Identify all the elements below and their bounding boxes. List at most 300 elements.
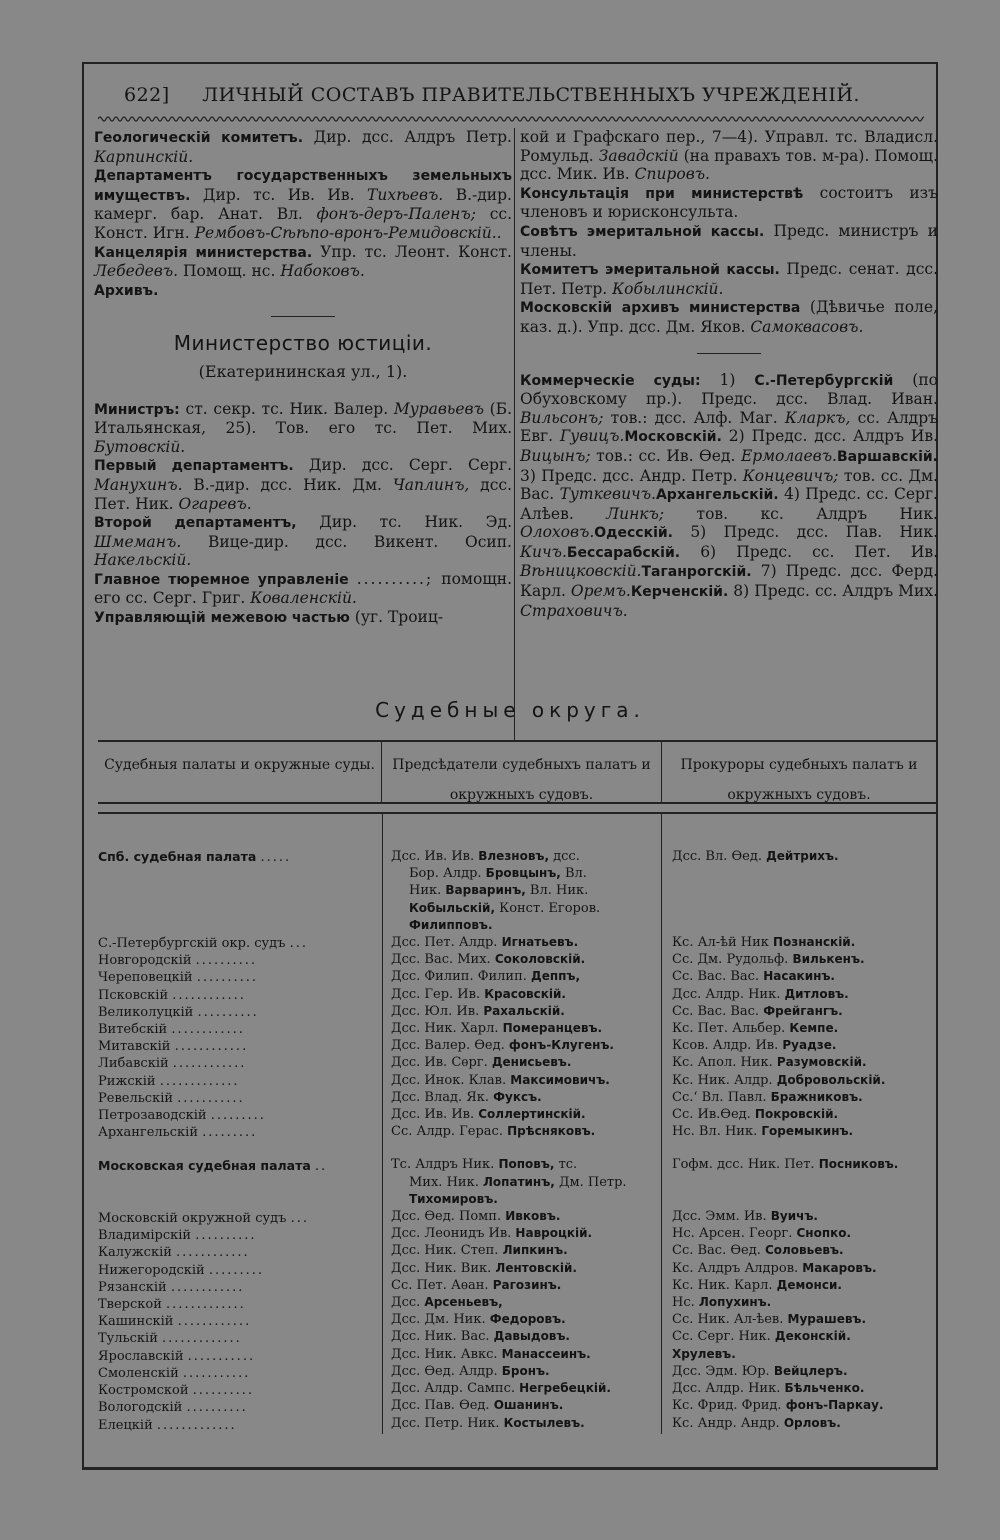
row-surname: фонъ-Клугенъ.: [508, 1038, 614, 1053]
entry-text: (Дѣвичье поле, каз. д.). Упр. дсс. Дм. Яков.: [520, 298, 938, 336]
court-row: [98, 1365, 372, 1382]
row-surname: Руадзе.: [782, 1038, 837, 1053]
dot-leader: ...: [289, 936, 308, 952]
table-row: [391, 968, 657, 985]
row-surname: Красовскій.: [484, 986, 566, 1001]
moscow-chairs: [391, 1140, 657, 1431]
table-row: [672, 1277, 936, 1294]
entry-paragraph: [520, 128, 938, 184]
row-surname: Деппъ,: [531, 969, 580, 984]
table-row: [391, 986, 657, 1003]
entry-paragraph: [94, 243, 512, 281]
entry-text: сс. Алдръ Евг.: [520, 408, 938, 446]
spb-courts: [98, 814, 372, 1141]
dot-leader: ..........: [192, 1383, 254, 1399]
short-rule: [271, 316, 335, 317]
row-surname: Соловьевъ.: [764, 1243, 844, 1258]
row-surname: Вейцлеръ.: [773, 1363, 848, 1378]
row-surname: Филипповъ.: [409, 917, 493, 932]
palace-name: Московская судебная палата: [98, 1158, 311, 1174]
entry-text: тов.: дсс. Алф. Маг.: [603, 408, 785, 427]
person-name: Чаплинъ,: [392, 475, 470, 494]
court-row: [98, 1244, 372, 1261]
row-text: Кс. Ник. Алдр.: [672, 1072, 777, 1088]
entry-paragraph: [520, 184, 938, 222]
court-row: [98, 1073, 372, 1090]
person-name: Рембовъ-Сѣѣпо-вронъ-Ремидовскій..: [194, 223, 502, 242]
wavy-rule: [98, 114, 924, 124]
table-row: [672, 848, 936, 865]
entry-heading: Варшавскій.: [836, 448, 938, 465]
table-row: [672, 1415, 936, 1432]
row-text: Дсс. Инок. Клав.: [391, 1072, 511, 1088]
entry-text: Вице-дир. дсс. Викент. Осип.: [181, 532, 512, 551]
entry-text: 1): [700, 370, 755, 389]
entry-heading: Совѣтъ эмеритальной кассы.: [520, 223, 765, 240]
person-name: Лебедевъ.: [94, 262, 179, 281]
court-name: Елецкій: [98, 1417, 153, 1433]
entry-heading: Архивъ.: [94, 282, 159, 299]
court-name: Нижегородскій: [98, 1262, 205, 1278]
table-row: [672, 1346, 936, 1363]
palace-name: Спб. судебная палата: [98, 849, 257, 864]
person-name: Кларкъ,: [784, 408, 851, 427]
dot-leader: .........: [202, 1125, 258, 1141]
dot-leader: .............: [162, 1331, 242, 1347]
entry-text: (по Обуховскому пр.). Предс. дсс. Влад. Иван.: [520, 370, 939, 409]
table-row: [391, 1260, 657, 1277]
row-text: Дсс. Ив. Ив.: [391, 1107, 479, 1123]
row-text: Сс. Серг. Ник.: [672, 1329, 775, 1345]
table-row: [391, 1415, 657, 1432]
dot-leader: .............: [166, 1297, 246, 1313]
row-surname: Соллертинскій.: [478, 1107, 586, 1122]
entry-text: 7): [751, 562, 786, 581]
row-text: Вл.: [560, 866, 587, 882]
row-text: Дсс. Пав. Ѳед.: [391, 1398, 494, 1414]
person-name: Олоховъ.: [520, 523, 595, 542]
table-header: [98, 740, 936, 804]
court-row: [98, 1382, 372, 1399]
entry-paragraph: [94, 608, 512, 628]
entry-heading: Управляющій межевою частью: [94, 610, 350, 627]
entry-text: Предс. дсс. Ферд. Карл.: [520, 562, 938, 601]
spb-chairs: [391, 814, 657, 1140]
court-row: [98, 952, 372, 969]
dot-leader: ............: [177, 1314, 252, 1330]
table-row: [672, 1054, 936, 1071]
court-name: Псковскій: [98, 987, 169, 1003]
page-number: 622]: [124, 84, 170, 106]
court-name: Владимірскій: [98, 1228, 192, 1244]
row-text: Сс.‘ Вл. Павл.: [672, 1089, 771, 1105]
row-text: Дсс. Алдр. Ник.: [672, 986, 785, 1002]
row-surname: Манассеинъ.: [501, 1346, 591, 1361]
dot-leader: ............: [171, 1022, 245, 1038]
entry-heading: Второй департаментъ,: [94, 515, 297, 532]
entry-heading: Таганрогскій.: [641, 564, 752, 581]
row-text: Дсс. Вл. Ѳед.: [672, 849, 767, 864]
column-divider: [514, 128, 515, 740]
court-row: [98, 1348, 372, 1365]
row-text: Кс. Алдръ Алдров.: [672, 1260, 803, 1276]
entry-heading: Консультація при министерствѣ: [520, 185, 804, 202]
table-row: [391, 865, 657, 882]
row-surname: Соколовскій.: [494, 952, 586, 967]
row-text: Ксов. Алдр. Ив.: [672, 1038, 783, 1054]
palace-row: [98, 1157, 372, 1175]
row-text: Кс. Апол. Ник.: [672, 1055, 777, 1071]
table-row: [391, 1328, 657, 1345]
row-surname: Дитловъ.: [784, 986, 849, 1001]
row-text: Дсс. Эдм. Юр.: [672, 1363, 774, 1379]
entry-paragraph: [520, 298, 938, 336]
table-row: [391, 1397, 657, 1414]
row-text: Дсс. Вас. Мих.: [391, 952, 495, 968]
entry-heading: Первый департаментъ.: [94, 458, 294, 475]
row-text: Дсс. Леонидъ Ив.: [391, 1226, 516, 1242]
table-row: [391, 1020, 657, 1037]
entry-heading: Коммерческіе суды:: [520, 372, 701, 389]
row-text: Дсс. Ив. Сѳрг.: [391, 1055, 492, 1071]
table-row: [672, 951, 936, 968]
row-surname: Тихомировъ.: [409, 1191, 498, 1206]
row-surname: Федоровъ.: [489, 1312, 566, 1327]
table-row: [672, 1242, 936, 1259]
court-row: [98, 987, 372, 1004]
court-name: Тульскій: [98, 1331, 158, 1347]
row-text: Вл. Ник.: [525, 883, 589, 899]
court-name: Череповецкій: [98, 970, 193, 986]
row-surname: Горемыкинъ.: [761, 1124, 854, 1139]
row-surname: Липкинъ.: [502, 1243, 568, 1258]
table-row: [391, 848, 657, 865]
row-text: Сс. Вас. Ѳед.: [672, 1243, 765, 1259]
table-row: [391, 1225, 657, 1242]
court-name: Калужскій: [98, 1245, 172, 1261]
entry-text: [349, 570, 357, 588]
table-row: [391, 934, 657, 951]
row-text: Дсс. Валер. Ѳед.: [391, 1038, 509, 1054]
court-row: [98, 1004, 372, 1021]
dot-leader: ..........: [196, 970, 259, 986]
entry-text: Предс. сс. Пет. Ив.: [736, 542, 939, 561]
table-row: [672, 986, 936, 1003]
entry-heading: Министръ:: [94, 401, 180, 418]
court-row: [98, 1417, 372, 1434]
row-surname: Фрейгангъ.: [763, 1003, 843, 1018]
spacer-row: [98, 866, 372, 883]
table-row: [391, 1072, 657, 1089]
entry-heading: Архангельскій.: [655, 487, 779, 504]
dot-leader: ............: [170, 1279, 245, 1295]
person-name: Гувицъ.: [560, 427, 625, 446]
row-surname: Демонси.: [776, 1277, 842, 1292]
row-surname: Дейтрихъ.: [766, 849, 839, 863]
entry-paragraph: [94, 513, 512, 570]
court-row: [98, 1038, 372, 1055]
row-surname: фонъ-Паркау.: [785, 1398, 884, 1413]
table-row: [391, 1294, 657, 1311]
table-row: [391, 1156, 657, 1173]
dot-leader: .........: [208, 1262, 265, 1278]
court-name: Великолуцкій: [98, 1004, 194, 1020]
person-name: Накельскій.: [94, 551, 192, 570]
entry-text: Помощ. нс.: [178, 262, 281, 281]
dot-leader: .............: [156, 1417, 237, 1433]
running-title: ЛИЧНЫЙ СОСТАВЪ ПРАВИТЕЛЬСТВЕННЫХЪ УЧРЕЖДЕНІЙ.: [202, 84, 860, 106]
person-name: Набоковъ.: [280, 262, 365, 281]
row-surname: Рагозинъ.: [492, 1277, 562, 1292]
row-surname: Игнатьевъ.: [501, 935, 579, 950]
row-surname: Давыдовъ.: [493, 1329, 570, 1344]
entry-paragraph: [94, 128, 512, 166]
row-surname: Разумовскій.: [776, 1055, 867, 1070]
dot-leader: ............: [176, 1245, 250, 1261]
table-row: [672, 1311, 936, 1328]
entry-heading: Бессарабскій.: [566, 544, 681, 561]
dot-leader: .........: [210, 1108, 266, 1124]
person-name: фонъ-деръ-Паленъ;: [316, 205, 476, 224]
row-text: Дсс. Ѳед. Алдр.: [391, 1363, 502, 1379]
entry-text: В.-дир. дсс. Ник. Дм.: [182, 475, 393, 494]
dot-leader: ..: [314, 1159, 328, 1175]
row-surname: Фуксъ.: [493, 1089, 542, 1104]
table-row: [391, 951, 657, 968]
row-surname: Снопко.: [796, 1226, 852, 1241]
row-surname: Бронъ.: [501, 1363, 550, 1378]
row-text: Нс.: [672, 1295, 699, 1311]
left-column: [94, 128, 512, 628]
table-row: [391, 900, 657, 917]
dot-leader: ..........: [186, 1400, 248, 1416]
row-text: Кс. Пет. Альбер.: [672, 1021, 790, 1037]
row-text: Сс. Ив.Ѳед.: [672, 1107, 755, 1123]
court-row: [98, 935, 372, 952]
entry-text: Предс. сс. Алдръ Мих.: [754, 582, 938, 601]
row-text: Дсс. Алдр. Сампс.: [391, 1381, 520, 1397]
row-text: Сс. Пет. Аѳан.: [391, 1277, 493, 1293]
table-row: [391, 1242, 657, 1259]
person-name: Ермолаевъ.: [740, 446, 837, 465]
row-text: Дсс. Ник. Вас.: [391, 1329, 494, 1345]
court-names-column: [98, 814, 382, 1434]
entry-text: Предс. дсс. Пав. Ник.: [723, 523, 938, 542]
row-text: Кс. Андр. Андр.: [672, 1415, 784, 1431]
table-row: [391, 1037, 657, 1054]
row-surname: Бражниковъ.: [770, 1089, 863, 1104]
person-name: Коваленскій.: [250, 589, 357, 608]
person-name: Карпинскій.: [94, 147, 194, 166]
entry-paragraph: [94, 166, 512, 242]
table-body: [98, 814, 936, 1434]
row-text: Конст. Егоров.: [495, 900, 601, 916]
table-row: [672, 1260, 936, 1277]
court-name: Смоленскій: [98, 1365, 179, 1381]
table-row: [391, 1363, 657, 1380]
header-chairs: Предсѣдатели судебныхъ палатъ и окружныхъ судовъ.: [382, 742, 662, 802]
row-surname: Кемпе.: [789, 1021, 839, 1036]
row-surname: Макаровъ.: [802, 1260, 877, 1275]
person-name: Тихѣевъ.: [367, 185, 444, 204]
spb-prosecutors: [672, 814, 936, 1140]
row-surname: Хрулевъ.: [672, 1346, 736, 1361]
section-title: Судебные округа.: [375, 698, 645, 722]
table-row: [391, 1208, 657, 1225]
court-row: [98, 1021, 372, 1038]
ministry-address: (Екатерининская ул., 1).: [198, 361, 408, 381]
table-row: [391, 1191, 657, 1208]
row-surname: Варваринъ,: [445, 883, 526, 898]
row-text: Дсс. Филип. Филип.: [391, 969, 532, 985]
court-name: Ревельскій: [98, 1090, 174, 1106]
entry-text: сс. Конст. Игн.: [94, 205, 513, 242]
row-text: Дсс. Пет. Алдр.: [391, 935, 502, 951]
table-row: [672, 1072, 936, 1089]
entry-heading: С.-Петербургскій: [754, 372, 894, 389]
table-row: [672, 1328, 936, 1345]
row-text: Дсс. Юл. Ив.: [391, 1003, 484, 1019]
row-surname: Добровольскій.: [776, 1072, 886, 1087]
court-name: Витебскій: [98, 1022, 168, 1038]
person-name: Вицынъ;: [520, 446, 591, 465]
table-row: [391, 1380, 657, 1397]
table-row: [391, 1277, 657, 1294]
person-name: Завадскій: [598, 146, 679, 165]
row-surname: Рахальскій.: [483, 1003, 565, 1018]
row-text: Дсс.: [391, 1295, 425, 1311]
row-text: Сс. Алдр. Герас.: [391, 1124, 508, 1140]
court-name: Новгородскій: [98, 953, 192, 969]
spacer-row: [672, 1191, 936, 1208]
row-surname: Вуичъ.: [770, 1209, 818, 1224]
row-surname: Познанскій.: [773, 935, 856, 950]
row-text: Мих. Ник.: [409, 1174, 483, 1190]
entry-text: Предс. дсс. Алдръ Ив.: [751, 427, 938, 446]
table-row: [391, 1054, 657, 1071]
court-name: С.-Петербургскій окр. судъ: [98, 936, 286, 952]
moscow-courts: [98, 1141, 372, 1433]
row-surname: Кобыльскій,: [409, 900, 495, 915]
table-row: [672, 1208, 936, 1225]
row-text: Дсс. Дм. Ник.: [391, 1312, 490, 1328]
entry-text: (на правахъ тов. м-ра). Помощ. дсс. Мик. Ив.: [520, 146, 939, 184]
row-text: Сс. Дм. Рудольф.: [672, 952, 793, 968]
table-row: [672, 1123, 936, 1140]
row-text: Нс. Вл. Ник.: [672, 1124, 762, 1140]
entry-text: Дир. дсс. Серг. Серг.: [293, 456, 513, 475]
table-row: [672, 1156, 936, 1173]
entry-text: Дир. дсс. Алдръ Петр.: [303, 128, 512, 146]
court-row: [98, 1330, 372, 1347]
person-name: Вѣницковскій.: [520, 562, 642, 581]
row-surname: Навроцкій.: [515, 1226, 593, 1241]
entry-text: дсс. Пет. Ник.: [94, 475, 513, 513]
table-row: [672, 1225, 936, 1242]
row-surname: Максимовичъ.: [510, 1072, 610, 1087]
person-name: Спировъ.: [634, 165, 710, 184]
entry-paragraph: [94, 570, 512, 608]
entry-text: Дир. тс. Ив. Ив.: [190, 185, 368, 204]
entry-text: помощн. его сс. Серг. Григ.: [94, 569, 512, 608]
row-surname: Бѣльченко.: [784, 1381, 865, 1396]
court-row: [98, 1090, 372, 1107]
table-row: [672, 1106, 936, 1123]
person-name: Самоквасовъ.: [750, 317, 864, 336]
dot-leader: ..........: [197, 1004, 259, 1020]
court-row: [98, 969, 372, 986]
entry-text: Предс. сенат. дсс. Пет. Петр.: [520, 260, 939, 298]
row-text: Нс. Арсен. Георг.: [672, 1226, 797, 1242]
entry-paragraph: [94, 456, 512, 513]
row-surname: Посниковъ.: [818, 1157, 899, 1172]
short-rule: [697, 353, 761, 354]
entry-heading: Московскій архивъ министерства: [520, 300, 801, 317]
dot-leader: .....: [260, 850, 292, 865]
court-row: [98, 1227, 372, 1244]
entry-heading: Керченскій.: [630, 584, 729, 601]
row-surname: Ивковъ.: [505, 1209, 561, 1224]
row-text: дсс.: [549, 849, 580, 864]
entry-text: кой и Графскаго пер., 7—4). Управл. тс. Владисл. Ромульд.: [520, 128, 938, 165]
entry-heading: Департаментъ государственныхъ земельныхъ имуществъ.: [94, 168, 512, 204]
table-row: [391, 1311, 657, 1328]
court-name: Московскій окружной судъ: [98, 1211, 287, 1227]
entry-heading: Московскій.: [624, 429, 722, 446]
dot-leader: .............: [159, 1073, 240, 1089]
person-name: Линкъ;: [606, 504, 665, 523]
court-row: [98, 1262, 372, 1279]
entry-heading: Главное тюремное управленіе: [94, 571, 349, 588]
row-text: Сс. Вас. Вас.: [672, 969, 764, 985]
dot-leader: ..........: [195, 953, 257, 969]
entry-heading: Комитетъ эмеритальной кассы.: [520, 262, 780, 279]
row-surname: Арсеньевъ,: [424, 1295, 503, 1310]
dot-leader: ............: [174, 1039, 249, 1055]
spacer-row: [98, 901, 372, 918]
court-row: [98, 1124, 372, 1141]
court-name: Петрозаводскій: [98, 1108, 207, 1124]
table-row: [672, 1363, 936, 1380]
entry-text: Предс. сс. Серг. Алѣев.: [520, 485, 938, 523]
spacer-row: [98, 883, 372, 900]
court-name: Либавскій: [98, 1056, 169, 1072]
spacer-row: [672, 900, 936, 917]
entry-text: (уг. Троиц-: [349, 608, 444, 627]
row-text: Дсс. Ѳед. Помп.: [391, 1209, 506, 1225]
court-row: [98, 1399, 372, 1416]
entry-paragraph: [520, 260, 938, 298]
row-text: Дсс. Гер. Ив.: [391, 986, 485, 1002]
entry-paragraph: [94, 281, 512, 301]
row-text: Дм. Петр.: [554, 1174, 627, 1190]
table-row: [672, 1397, 936, 1414]
court-row: [98, 1296, 372, 1313]
dot-leader: ...........: [177, 1090, 245, 1106]
right-column: [520, 128, 938, 620]
entry-heading: Одесскій.: [594, 525, 673, 542]
row-text: Сс. Вас. Вас.: [672, 1003, 764, 1019]
row-text: Дсс. Ник. Авкс.: [391, 1346, 502, 1362]
court-name: Рижскій: [98, 1073, 156, 1089]
row-text: Сс. Ник. Ал-ѣев.: [672, 1312, 788, 1328]
entry-text: 8): [728, 582, 755, 601]
court-row: [98, 1279, 372, 1296]
spacer-row: [672, 917, 936, 934]
spacer-row: [98, 1193, 372, 1210]
table-row: [672, 1003, 936, 1020]
table-row: [391, 1089, 657, 1106]
